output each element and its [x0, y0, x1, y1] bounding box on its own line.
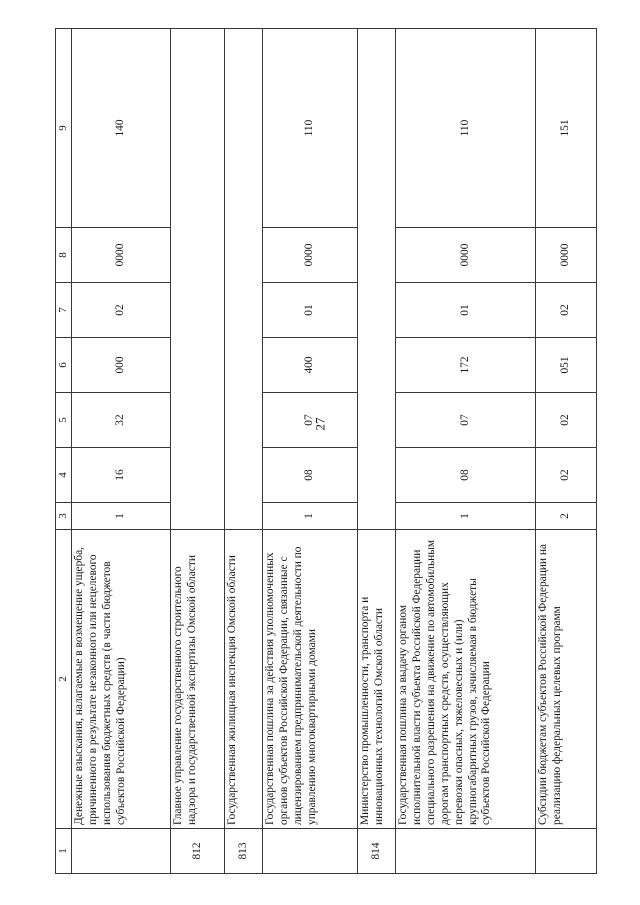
table-row [72, 29, 171, 874]
table-row [263, 29, 358, 874]
col-header-9: 9 [56, 29, 72, 228]
cell-code-6: 400 [263, 338, 358, 393]
table-row [225, 29, 263, 874]
cell-admin-code [72, 829, 171, 874]
cell-admin-code: 814 [358, 829, 396, 874]
cell-code-9: 140 [72, 29, 171, 228]
cell-admin-code: 813 [225, 829, 263, 874]
cell-description: Государственная пошлина за выдачу органом исполнительной власти субъекта Российской Федерации специального разрешения на движение по автомобильным дорогам транспортных средств, осуществляющих перевозки опасных, тяжеловесных и (или) крупногабаритных грузов, зачисляемая в бюджеты субъектов Российской Федерации [396, 530, 536, 829]
cell-code-4: 08 [263, 448, 358, 503]
cell-code-7: 01 [263, 283, 358, 338]
cell-code-4: 08 [396, 448, 536, 503]
cell-code-3: 1 [72, 503, 171, 530]
col-header-8: 8 [56, 228, 72, 283]
page-number: 27 [312, 417, 327, 431]
cell-code-4: 16 [72, 448, 171, 503]
cell-code-9: 151 [536, 29, 597, 228]
cell-description: Министерство промышленности, транспорта и инновационных технологий Омской области [358, 530, 396, 829]
cell-code-3: 1 [396, 503, 536, 530]
col-header-3: 3 [56, 503, 72, 530]
col-header-2: 2 [56, 530, 72, 829]
col-header-1: 1 [56, 829, 72, 874]
cell-admin-code [263, 829, 358, 874]
table-row [358, 29, 396, 874]
cell-code-3: 1 [263, 503, 358, 530]
cell-code-9: 110 [263, 29, 358, 228]
cell-code-5: 07 [396, 393, 536, 448]
budget-classification-table [55, 28, 597, 874]
header-row [56, 29, 72, 874]
cell-code-7: 02 [536, 283, 597, 338]
cell-description: Главное управление государственного строительного надзора и государственной экспертизы Омской области [171, 530, 225, 829]
cell-admin-code [396, 829, 536, 874]
col-header-7: 7 [56, 283, 72, 338]
cell-empty-span [225, 29, 263, 530]
cell-code-6: 000 [72, 338, 171, 393]
col-header-4: 4 [56, 448, 72, 503]
cell-code-9: 110 [396, 29, 536, 228]
cell-code-4: 02 [536, 448, 597, 503]
cell-empty-span [358, 29, 396, 530]
cell-description: Денежные взыскания, налагаемые в возмещение ущерба, причиненного в результате незаконного или нецелевого использования бюджетных средств (в части бюджетов субъектов Российской Федерации) [72, 530, 171, 829]
cell-code-7: 01 [396, 283, 536, 338]
cell-description: Субсидии бюджетам субъектов Российской Федерации на реализацию федеральных целевых программ [536, 530, 597, 829]
cell-code-5: 32 [72, 393, 171, 448]
table-row [536, 29, 597, 874]
cell-admin-code [536, 829, 597, 874]
cell-code-8: 0000 [536, 228, 597, 283]
cell-code-5: 02 [536, 393, 597, 448]
cell-description: Государственная жилищная инспекция Омской области [225, 530, 263, 829]
cell-code-5: 07 [263, 393, 358, 448]
cell-code-8: 0000 [263, 228, 358, 283]
cell-description: Государственная пошлина за действия уполномоченных органов субъектов Российской Федерации, связанные с лицензированием предпринимательской деятельности по управлению многоквартирными домами [263, 530, 358, 829]
cell-code-8: 0000 [396, 228, 536, 283]
cell-code-6: 051 [536, 338, 597, 393]
cell-code-7: 02 [72, 283, 171, 338]
table-row [396, 29, 536, 874]
col-header-5: 5 [56, 393, 72, 448]
cell-empty-span [171, 29, 225, 530]
cell-code-8: 0000 [72, 228, 171, 283]
rotated-table-container [55, 29, 595, 874]
cell-code-3: 2 [536, 503, 597, 530]
table-row [171, 29, 225, 874]
col-header-6: 6 [56, 338, 72, 393]
cell-code-6: 172 [396, 338, 536, 393]
cell-admin-code: 812 [171, 829, 225, 874]
